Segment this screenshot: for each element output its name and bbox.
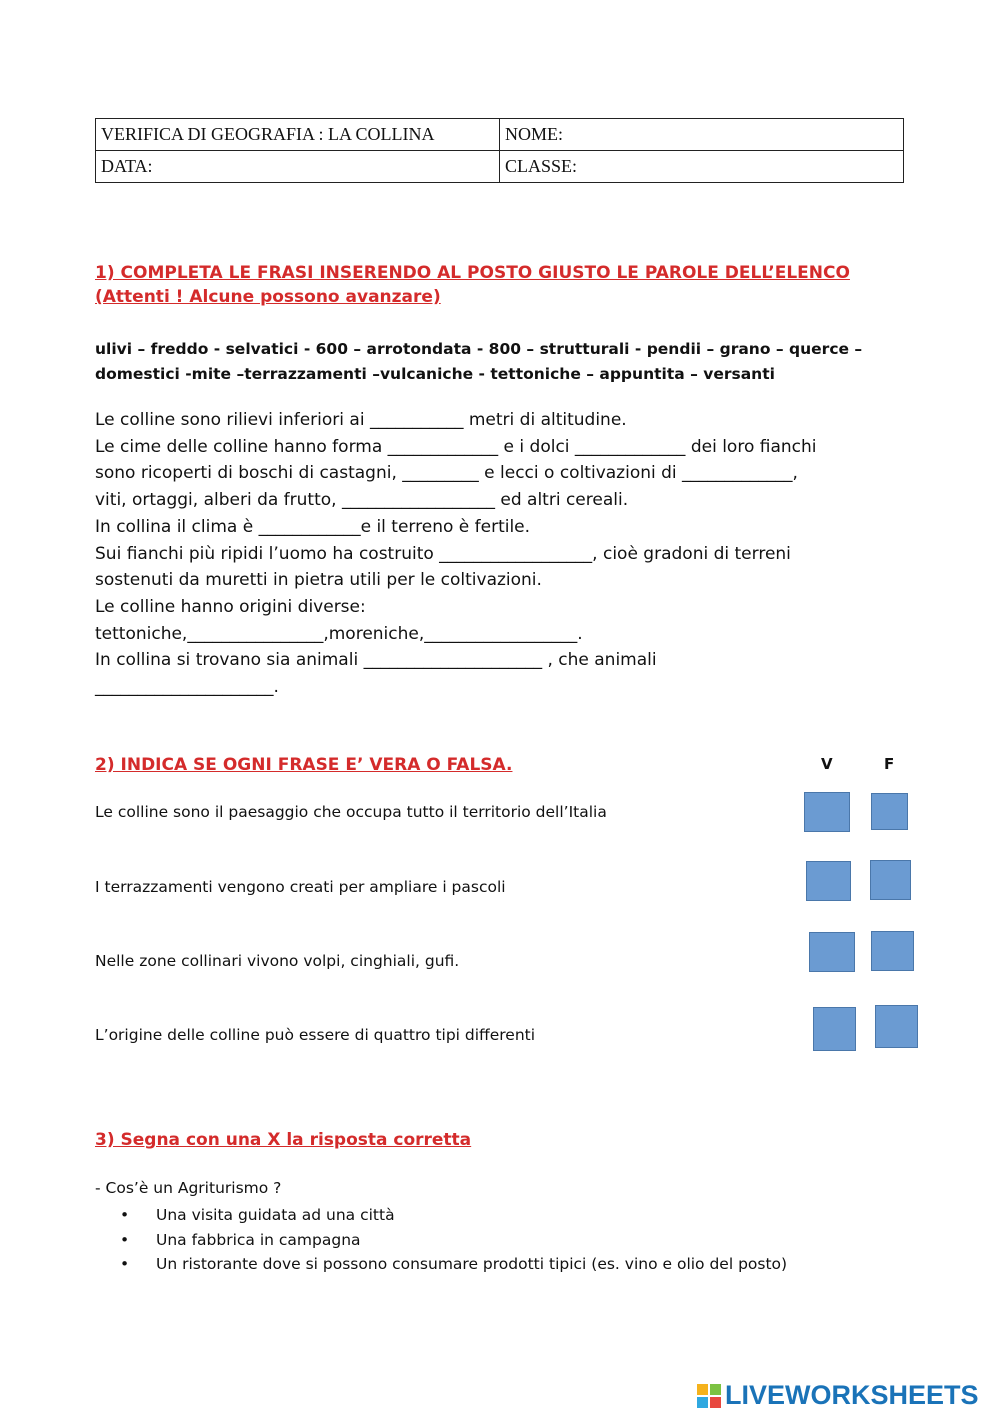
- header-table: [95, 118, 904, 183]
- fill-line[interactable]: Le cime delle colline hanno forma _____________ e i dolci _____________ dei loro fianchi: [95, 436, 817, 457]
- answer-option[interactable]: [120, 1228, 787, 1253]
- statement-2: I terrazzamenti vengono creati per ampliare i pascoli: [95, 878, 506, 896]
- worksheet-title: VERIFICA DI GEOGRAFIA : LA COLLINA: [96, 119, 500, 151]
- fill-line[interactable]: sono ricoperti di boschi di castagni, _________ e lecci o coltivazioni di _____________,: [95, 463, 798, 484]
- logo-mark-icon: [697, 1384, 721, 1408]
- bullet-icon: •: [120, 1230, 130, 1249]
- statement-3: Nelle zone collinari vivono volpi, cinghiali, gufi.: [95, 952, 460, 970]
- section1-title: [95, 261, 850, 309]
- bullet-icon: •: [120, 1255, 130, 1273]
- false-checkbox[interactable]: [875, 1005, 918, 1048]
- false-checkbox[interactable]: [870, 860, 911, 900]
- section2-title: 2) INDICA SE OGNI FRASE E’ VERA O FALSA.: [95, 755, 513, 775]
- fill-line[interactable]: _____________________.: [95, 677, 279, 698]
- section1-title-line2: (Attenti ! Alcune possono avanzare): [95, 287, 441, 307]
- fill-line[interactable]: In collina il clima è ____________e il terreno è fertile.: [95, 516, 531, 537]
- fill-in-text: [95, 407, 935, 701]
- false-checkbox[interactable]: [871, 793, 908, 830]
- false-column-label: F: [884, 755, 895, 773]
- statement-1: Le colline sono il paesaggio che occupa tutto il territorio dell’Italia: [95, 803, 607, 821]
- logo-square: [697, 1384, 708, 1395]
- logo-square: [710, 1397, 721, 1408]
- true-checkbox[interactable]: [813, 1007, 856, 1051]
- header-row: [96, 119, 904, 151]
- true-column-label: V: [821, 755, 833, 773]
- section1-title-line1: 1) COMPLETA LE FRASI INSERENDO AL POSTO GIUSTO LE PAROLE DELL’ELENCO: [95, 263, 850, 283]
- word-list: [95, 337, 875, 387]
- fill-line[interactable]: In collina si trovano sia animali _____________________ , che animali: [95, 650, 657, 671]
- word-list-line1: ulivi – freddo - selvatici - 600 – arrotondata - 800 – strutturali - pendii – grano – querce –: [95, 340, 863, 358]
- true-checkbox[interactable]: [809, 932, 855, 972]
- header-row: [96, 151, 904, 183]
- answer-option-label: Una fabbrica in campagna: [156, 1230, 361, 1249]
- answer-option-label: Una visita guidata ad una città: [156, 1206, 395, 1224]
- bullet-icon: •: [120, 1206, 130, 1224]
- false-checkbox[interactable]: [871, 931, 914, 971]
- true-checkbox[interactable]: [804, 792, 850, 832]
- fill-line[interactable]: tettoniche,________________,moreniche,__________________.: [95, 623, 583, 644]
- fill-line[interactable]: Sui fianchi più ripidi l’uomo ha costruito __________________, cioè gradoni di terreni: [95, 543, 791, 564]
- liveworksheets-logo: [697, 1380, 979, 1411]
- logo-text: LIVEWORKSHEETS: [725, 1380, 979, 1410]
- logo-square: [710, 1384, 721, 1395]
- true-checkbox[interactable]: [806, 861, 851, 901]
- name-field[interactable]: NOME:: [500, 119, 904, 151]
- logo-square: [697, 1397, 708, 1408]
- question-text: - Cos’è un Agriturismo ?: [95, 1179, 282, 1197]
- class-field[interactable]: CLASSE:: [500, 151, 904, 183]
- answer-option-label: Un ristorante dove si possono consumare prodotti tipici (es. vino e olio del posto): [156, 1255, 788, 1273]
- fill-line[interactable]: viti, ortaggi, alberi da frutto, __________________ ed altri cereali.: [95, 490, 629, 511]
- answer-options: [120, 1203, 787, 1277]
- answer-option[interactable]: [120, 1252, 787, 1277]
- statement-4: L’origine delle colline può essere di quattro tipi differenti: [95, 1026, 536, 1044]
- fill-line: sostenuti da muretti in pietra utili per le coltivazioni.: [95, 570, 542, 591]
- word-list-line2: domestici -mite –terrazzamenti –vulcaniche - tettoniche – appuntita – versanti: [95, 365, 775, 383]
- date-field[interactable]: DATA:: [96, 151, 500, 183]
- answer-option[interactable]: [120, 1203, 787, 1228]
- fill-line[interactable]: Le colline sono rilievi inferiori ai ___________ metri di altitudine.: [95, 410, 627, 430]
- section3-title: 3) Segna con una X la risposta corretta: [95, 1130, 472, 1150]
- fill-line: Le colline hanno origini diverse:: [95, 596, 366, 617]
